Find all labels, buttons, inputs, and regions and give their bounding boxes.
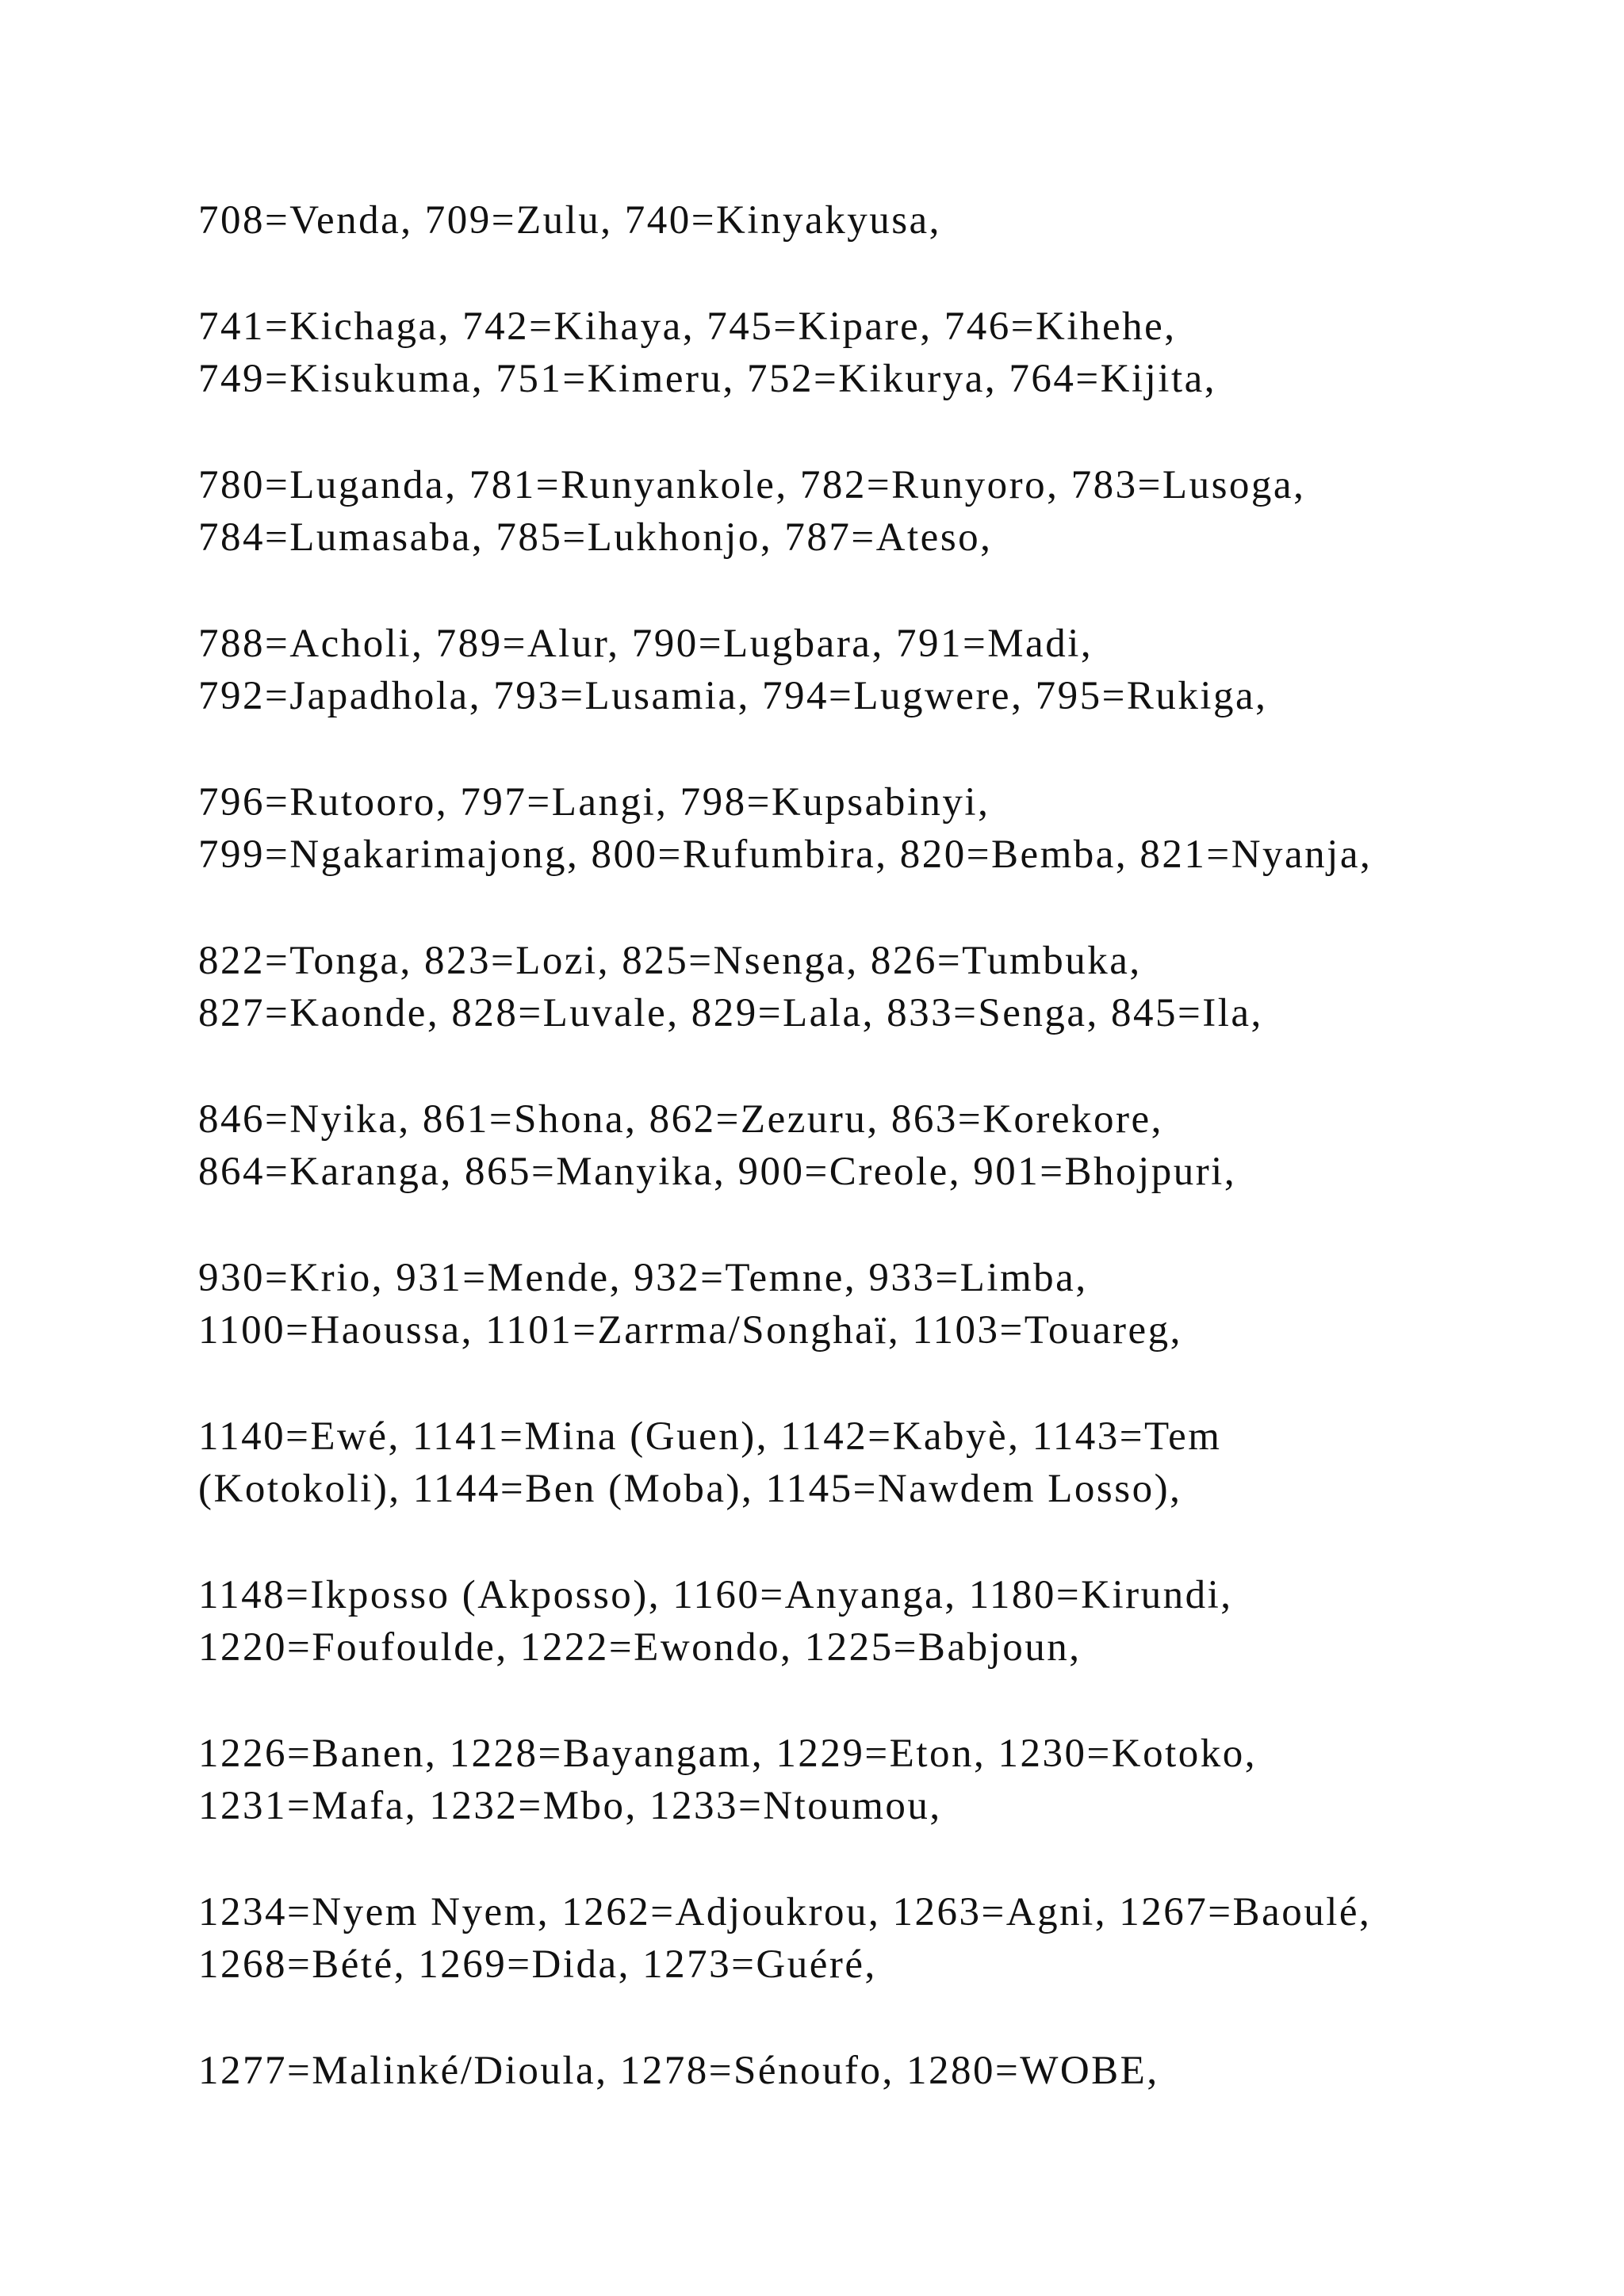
text-line: 1268=Bété, 1269=Dida, 1273=Guéré, <box>198 1942 877 1987</box>
text-line: 749=Kisukuma, 751=Kimeru, 752=Kikurya, 764=Kijita, <box>198 357 1217 401</box>
text-line: 792=Japadhola, 793=Lusamia, 794=Lugwere, 795=Rukiga, <box>198 674 1268 718</box>
text-line: 780=Luganda, 781=Runyankole, 782=Runyoro, 783=Lusoga, <box>198 463 1306 507</box>
text-line: 784=Lumasaba, 785=Lukhonjo, 787=Ateso, <box>198 515 993 560</box>
paragraph <box>198 1410 1546 1515</box>
text-line: 1148=Ikposso (Akposso), 1160=Anyanga, 1180=Kirundi, <box>198 1573 1233 1617</box>
text-line: 1234=Nyem Nyem, 1262=Adjoukrou, 1263=Agni, 1267=Baoulé, <box>198 1890 1372 1934</box>
text-line: (Kotokoli), 1144=Ben (Moba), 1145=Nawdem Losso), <box>198 1467 1182 1511</box>
paragraph <box>198 459 1546 564</box>
paragraph <box>198 2045 1546 2097</box>
paragraph <box>198 1886 1546 1991</box>
text-line: 822=Tonga, 823=Lozi, 825=Nsenga, 826=Tumbuka, <box>198 939 1142 983</box>
paragraph <box>198 300 1546 405</box>
text-line: 788=Acholi, 789=Alur, 790=Lugbara, 791=Madi, <box>198 622 1094 666</box>
text-line: 827=Kaonde, 828=Luvale, 829=Lala, 833=Senga, 845=Ila, <box>198 991 1263 1035</box>
text-line: 796=Rutooro, 797=Langi, 798=Kupsabinyi, <box>198 780 990 825</box>
paragraph <box>198 935 1546 1039</box>
text-line: 1231=Mafa, 1232=Mbo, 1233=Ntoumou, <box>198 1784 942 1828</box>
paragraph <box>198 1252 1546 1357</box>
paragraph <box>198 1093 1546 1198</box>
text-line: 864=Karanga, 865=Manyika, 900=Creole, 901=Bhojpuri, <box>198 1150 1237 1194</box>
paragraph <box>198 1728 1546 1832</box>
text-line: 708=Venda, 709=Zulu, 740=Kinyakyusa, <box>198 198 941 243</box>
text-line: 1220=Foufoulde, 1222=Ewondo, 1225=Babjoun, <box>198 1625 1082 1670</box>
text-line: 741=Kichaga, 742=Kihaya, 745=Kipare, 746=Kihehe, <box>198 304 1177 349</box>
paragraph <box>198 618 1546 722</box>
text-line: 1100=Haoussa, 1101=Zarrma/Songhaï, 1103=Touareg, <box>198 1308 1182 1353</box>
paragraph <box>198 776 1546 881</box>
paragraph <box>198 1569 1546 1674</box>
paragraph <box>198 194 1546 247</box>
text-line: 1226=Banen, 1228=Bayangam, 1229=Eton, 1230=Kotoko, <box>198 1732 1258 1776</box>
language-code-list <box>198 194 1546 2151</box>
text-line: 1140=Ewé, 1141=Mina (Guen), 1142=Kabyè, 1143=Tem <box>198 1414 1222 1459</box>
text-line: 1277=Malinké/Dioula, 1278=Sénoufo, 1280=WOBE, <box>198 2049 1159 2093</box>
text-line: 846=Nyika, 861=Shona, 862=Zezuru, 863=Korekore, <box>198 1097 1163 1142</box>
text-line: 930=Krio, 931=Mende, 932=Temne, 933=Limba, <box>198 1256 1088 1300</box>
text-line: 799=Ngakarimajong, 800=Rufumbira, 820=Bemba, 821=Nyanja, <box>198 832 1373 877</box>
